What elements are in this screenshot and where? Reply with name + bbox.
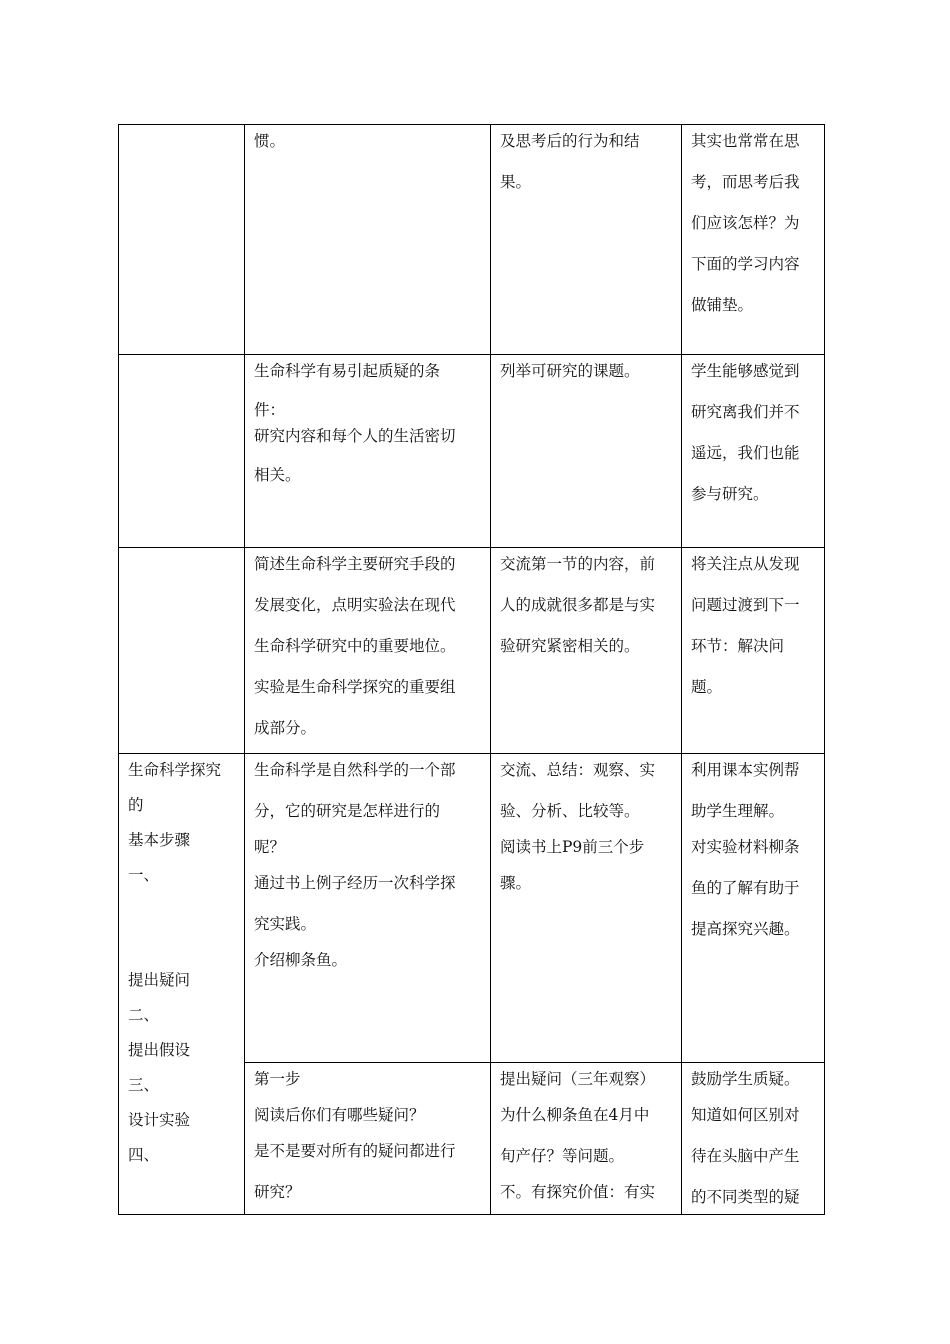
cell-line: 人的成就很多都是与实	[500, 596, 656, 614]
cell-line: 三、	[128, 1076, 160, 1094]
cell-line: 是不是要对所有的疑问都进行	[254, 1142, 456, 1160]
cell-line: 利用课本实例帮	[691, 761, 800, 779]
cell-line: 生命科学探究	[128, 761, 222, 779]
cell-line: 知道如何区别对	[691, 1106, 800, 1124]
stage-cell	[119, 548, 245, 754]
table-row	[119, 548, 825, 754]
teacher-activity-cell	[245, 125, 491, 355]
cell-line: 及思考后的行为和结	[500, 132, 640, 150]
cell-line: 验研究紧密相关的。	[500, 637, 640, 655]
table-row	[119, 125, 825, 355]
cell-line: 实验是生命科学探究的重要组	[254, 678, 456, 696]
stage-cell	[119, 355, 245, 548]
cell-line: 交流、总结：观察、实	[500, 761, 656, 779]
teacher-activity-cell	[245, 548, 491, 754]
cell-line: 提出疑问（三年观察）	[500, 1070, 656, 1088]
cell-line: 鼓励学生质疑。	[691, 1070, 800, 1088]
cell-line: 对实验材料柳条	[691, 838, 800, 856]
cell-line	[128, 935, 235, 970]
design-intent-cell	[682, 1063, 825, 1215]
cell-line: 设计实验	[128, 1111, 191, 1129]
stage-cell	[119, 125, 245, 355]
cell-line: 呢？	[254, 838, 286, 856]
cell-line: 简述生命科学主要研究手段的	[254, 555, 456, 573]
cell-line: 惯。	[254, 132, 286, 150]
cell-line: 下面的学习内容	[691, 255, 800, 273]
cell-line: 将关注点从发现	[691, 555, 800, 573]
cell-line: 做铺垫。	[691, 296, 754, 314]
student-activity-cell	[491, 754, 682, 1063]
table-row	[119, 355, 825, 548]
cell-line: 相关。	[254, 466, 301, 484]
cell-line: 提高探究兴趣。	[691, 920, 800, 938]
cell-line: 成部分。	[254, 719, 317, 737]
design-intent-cell	[682, 125, 825, 355]
teacher-activity-cell	[245, 1063, 491, 1215]
cell-line: 介绍柳条鱼。	[254, 951, 348, 969]
cell-line: 列举可研究的课题。	[500, 362, 640, 380]
student-activity-cell	[491, 125, 682, 355]
cell-line: 的	[128, 796, 144, 814]
lesson-plan-table	[118, 124, 825, 1215]
cell-line: 其实也常常在思	[691, 132, 800, 150]
stage-cell	[119, 754, 245, 1215]
cell-line: 四、	[128, 1146, 160, 1164]
cell-line: 参与研究。	[691, 485, 769, 503]
design-intent-cell	[682, 754, 825, 1063]
cell-line: 遥远，我们也能	[691, 444, 800, 462]
cell-line: 待在头脑中产生	[691, 1147, 800, 1165]
cell-line: 研究？	[254, 1183, 301, 1201]
design-intent-cell	[682, 355, 825, 548]
cell-line: 骤。	[500, 874, 532, 892]
cell-line: 问题过渡到下一	[691, 596, 800, 614]
student-activity-cell	[491, 548, 682, 754]
teacher-activity-cell	[245, 754, 491, 1063]
teacher-activity-cell	[245, 355, 491, 548]
cell-line: 的不同类型的疑	[691, 1188, 800, 1206]
cell-line: 究实践。	[254, 915, 317, 933]
cell-line: 考，而思考后我	[691, 173, 800, 191]
cell-line: 们应该怎样？为	[691, 214, 800, 232]
cell-line: 提出假设	[128, 1041, 191, 1059]
design-intent-cell	[682, 548, 825, 754]
cell-line: 研究内容和每个人的生活密切	[254, 427, 456, 445]
cell-line: 环节：解决问	[691, 637, 785, 655]
student-activity-cell	[491, 355, 682, 548]
cell-line: 生命科学是自然科学的一个部	[254, 761, 456, 779]
cell-line: 生命科学有易引起质疑的条	[254, 362, 441, 380]
cell-line: 提出疑问	[128, 971, 191, 989]
cell-line: 阅读后你们有哪些疑问？	[254, 1106, 425, 1124]
cell-line: 旬产仔？等问题。	[500, 1147, 625, 1165]
cell-line: 助学生理解。	[691, 802, 785, 820]
cell-line: 不。有探究价值：有实	[500, 1183, 656, 1201]
cell-line: 果。	[500, 173, 532, 191]
cell-line: 为什么柳条鱼在4月中	[500, 1106, 650, 1124]
cell-line: 二、	[128, 1006, 160, 1024]
cell-line: 分，它的研究是怎样进行的	[254, 802, 441, 820]
cell-line: 通过书上例子经历一次科学探	[254, 874, 456, 892]
cell-line: 学生能够感觉到	[691, 362, 800, 380]
cell-line: 题。	[691, 678, 723, 696]
cell-line: 研究离我们并不	[691, 403, 800, 421]
cell-line: 生命科学研究中的重要地位。	[254, 637, 456, 655]
cell-line: 第一步	[254, 1070, 301, 1088]
cell-line: 验、分析、比较等。	[500, 802, 640, 820]
cell-line: 发展变化，点明实验法在现代	[254, 596, 456, 614]
cell-line: 鱼的了解有助于	[691, 879, 800, 897]
table-row	[119, 754, 825, 1063]
cell-line: 阅读书上P9前三个步	[500, 838, 645, 856]
student-activity-cell	[491, 1063, 682, 1215]
cell-line: 一、	[128, 866, 160, 884]
cell-line: 交流第一节的内容，前	[500, 555, 656, 573]
cell-line: 基本步骤	[128, 831, 191, 849]
cell-line: 件：	[254, 401, 286, 419]
cell-line	[128, 900, 235, 935]
